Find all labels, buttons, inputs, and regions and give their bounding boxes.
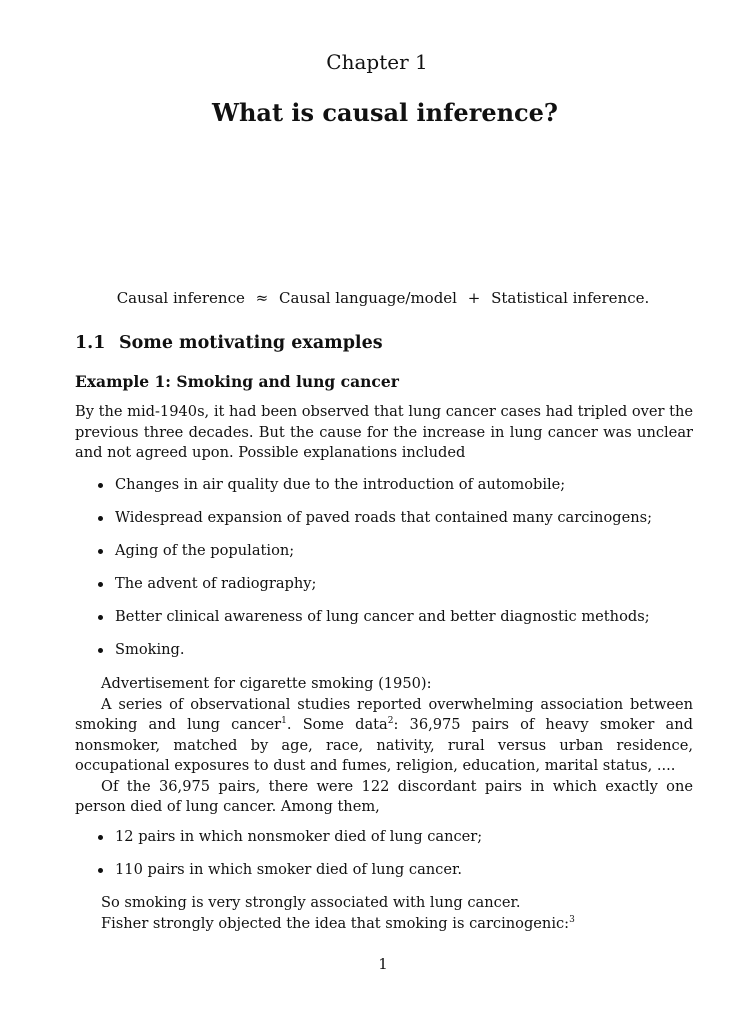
formula-lhs: Causal inference [116, 289, 245, 307]
chapter-title: What is causal inference? [212, 98, 558, 127]
section-heading [75, 333, 383, 353]
chapter-label: Chapter 1 [326, 50, 428, 74]
conclusion-text: So smoking is very strongly associated with lung cancer. [101, 894, 521, 911]
formula-term-statistics: Statistical inference. [491, 289, 650, 307]
studies-text: A series of observational studies reported overwhelming association between smoking and lung cancer$^1$. Some data$^2$: 36,975 pairs of heavy smoker and nonsmoker, matched by age, race, nativity, rural versus urban residence, occupational exposures to dust and fumes, religion, education, marital status, .... [75, 695, 693, 774]
section-number: 1.1 [75, 333, 106, 353]
formula-approx-symbol: ≈ [255, 289, 269, 307]
page-number: 1 [378, 955, 388, 973]
bullet-icon [98, 835, 103, 840]
bullet-icon [98, 648, 103, 653]
fisher-text: Fisher strongly objected the idea that smoking is carcinogenic:$^3$ [101, 914, 575, 932]
section-title: Some motivating examples [119, 333, 383, 353]
list-item: Aging of the population; [98, 541, 698, 574]
list-item: 110 pairs in which smoker died of lung cancer. [98, 860, 698, 893]
bullet-icon [98, 582, 103, 587]
example-heading: Example 1: Smoking and lung cancer [75, 372, 399, 391]
discordant-text: Of the 36,975 pairs, there were 122 discordant pairs in which exactly one person died of lung cancer. Among them, [75, 777, 693, 815]
bullet-icon [98, 868, 103, 873]
formula-term-language: Causal language/model [279, 289, 457, 307]
intro-text: By the mid-1940s, it had been observed that lung cancer cases had tripled over the previous three decades. But the cause for the increase in lung cancer was unclear and not agreed upon. Possible explanations included [75, 403, 693, 461]
formula-plus-symbol: + [467, 289, 481, 307]
explanations-list [98, 475, 698, 673]
footnote-2-marker: 2 [387, 716, 394, 727]
list-item: Changes in air quality due to the introduction of automobile; [98, 475, 698, 508]
causal-inference-formula [0, 289, 754, 307]
list-item: Widespread expansion of paved roads that contained many carcinogens; [98, 508, 698, 541]
footnote-1-marker: 1 [281, 716, 287, 727]
bullet-icon [98, 549, 103, 554]
conclusion-paragraph [75, 893, 693, 934]
pairs-list [98, 827, 698, 893]
intro-paragraph [75, 402, 693, 464]
bullet-icon [98, 615, 103, 620]
footnote-3-marker: 3 [569, 914, 575, 925]
advertisement-paragraph [75, 674, 693, 818]
list-item: 12 pairs in which nonsmoker died of lung cancer; [98, 827, 698, 860]
bullet-icon [98, 516, 103, 521]
bullet-icon [98, 483, 103, 488]
list-item: Better clinical awareness of lung cancer and better diagnostic methods; [98, 607, 698, 640]
list-item: Smoking. [98, 640, 698, 673]
list-item: The advent of radiography; [98, 574, 698, 607]
advert-text: Advertisement for cigarette smoking (1950): [101, 675, 432, 692]
